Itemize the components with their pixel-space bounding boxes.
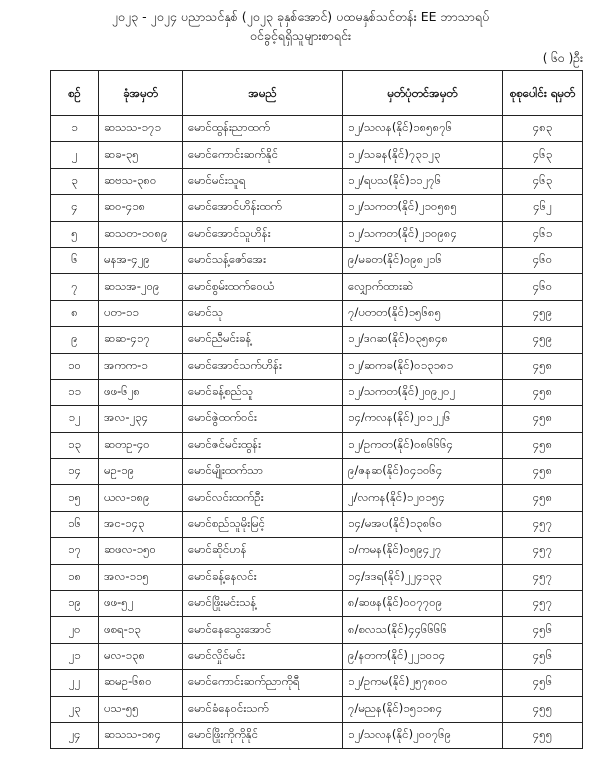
cell-total-marks: ၄၆၀ — [503, 247, 583, 273]
cell-no: ၉ — [51, 327, 99, 353]
cell-nrc: ၁၄/မအပ(နိုင်)၁၃၈၆၀ — [343, 511, 503, 537]
student-count: ( ၆၀ )ဦး — [542, 51, 583, 65]
table-row — [51, 221, 583, 247]
cell-no: ၂၂ — [51, 670, 99, 696]
table-row — [51, 432, 583, 458]
table-row — [51, 722, 583, 748]
table-row — [51, 670, 583, 696]
cell-name: မောင်ကောင်းဆက်နိုင် — [183, 142, 343, 168]
cell-no: ၄ — [51, 195, 99, 221]
cell-total-marks: ၄၆၀ — [503, 274, 583, 300]
cell-seat-number: ပတ-၁၁ — [99, 300, 183, 326]
cell-total-marks: ၄၅၇ — [503, 511, 583, 537]
cell-name: မောင်ကောင်းဆက်ညာကိုရီ — [183, 670, 343, 696]
cell-no: ၁၇ — [51, 538, 99, 564]
cell-seat-number: အလ-၂၃၄ — [99, 406, 183, 432]
cell-name: မောင်နေသွေးအောင် — [183, 617, 343, 643]
cell-nrc: ၁/ကမန(နိုင်)၀၅၉၄၂၇ — [343, 538, 503, 564]
cell-seat-number: မလ-၁၃၈ — [99, 643, 183, 669]
cell-nrc: ၁၂/သလန(နိုင်)၁၈၅၈၇၆ — [343, 116, 503, 142]
cell-nrc: ၁၄/ကလန(နိုင်)၂၀၁၂၂၆ — [343, 406, 503, 432]
cell-name: မောင်သု — [183, 300, 343, 326]
table-row — [51, 643, 583, 669]
cell-name: မောင်ဖြိုးမင်းသန့် — [183, 591, 343, 617]
cell-no: ၁၀ — [51, 353, 99, 379]
cell-name: မောင်ခန့်စည်သူ — [183, 379, 343, 405]
cell-nrc: ၁၂/ဒဂဆ(နိုင်)၀၃၅၈၄၈ — [343, 327, 503, 353]
cell-total-marks: ၄၅၆ — [503, 617, 583, 643]
cell-nrc: ၉/မခတ(နိုင်)၀၉၈၂၁၆ — [343, 247, 503, 273]
cell-nrc: ၁၂/သခန(နိုင်)၇၃၁၂၃ — [343, 142, 503, 168]
cell-seat-number: ဖဖ-၆၂၈ — [99, 379, 183, 405]
table-row — [51, 696, 583, 722]
cell-name: မောင်လင်းထက်ဦး — [183, 485, 343, 511]
column-header-no: စဉ် — [51, 71, 99, 116]
cell-seat-number: ဖဖ-၅၂ — [99, 591, 183, 617]
cell-total-marks: ၄၆၂ — [503, 195, 583, 221]
cell-total-marks: ၄၅၇ — [503, 538, 583, 564]
cell-total-marks: ၄၅၈ — [503, 406, 583, 432]
table-row — [51, 591, 583, 617]
cell-no: ၁၉ — [51, 591, 99, 617]
cell-total-marks: ၄၅၅ — [503, 696, 583, 722]
cell-seat-number: ပသ-၅၅ — [99, 696, 183, 722]
cell-seat-number: ဆတဥ-၄၀ — [99, 432, 183, 458]
cell-name: မောင်စည်သူမိုးမြင့် — [183, 511, 343, 537]
cell-total-marks: ၄၅၉ — [503, 300, 583, 326]
cell-total-marks: ၄၅၇ — [503, 591, 583, 617]
cell-nrc: ၁၂/သကတ(နိုင်)၂၁၀၉၈၄ — [343, 221, 503, 247]
column-header-name: အမည် — [183, 71, 343, 116]
cell-seat-number: ဆသသ-၁၇၁ — [99, 116, 183, 142]
table-row — [51, 142, 583, 168]
cell-nrc: ၁၂/ဥကမ(နိုင်)၂၅၇၈၀၀ — [343, 670, 503, 696]
table-row — [51, 564, 583, 590]
cell-total-marks: ၄၅၈ — [503, 485, 583, 511]
cell-seat-number: ယလ-၁၈၉ — [99, 485, 183, 511]
cell-name: မောင်ညီမင်းခန့် — [183, 327, 343, 353]
document-title: ၂၀၂၃ - ၂၀၂၄ ပညာသင်နှစ် (၂၀၂၃ ခုနှစ်အောင်) ပထမနှစ်သင်တန်း EE ဘာသာရပ် — [111, 9, 490, 24]
cell-seat-number: ဆဗသ-၃၈၀ — [99, 168, 183, 194]
cell-total-marks: ၄၅၈ — [503, 379, 583, 405]
cell-seat-number: ဆဆ-၄၁၇ — [99, 327, 183, 353]
cell-seat-number: အင-၁၄၃ — [99, 511, 183, 537]
table-row — [51, 617, 583, 643]
cell-seat-number: ဆသတ-၁၀၈၉ — [99, 221, 183, 247]
cell-seat-number: ဆမဥ-၆၈၀ — [99, 670, 183, 696]
table-row — [51, 300, 583, 326]
cell-total-marks: ၄၅၈ — [503, 432, 583, 458]
cell-no: ၁၆ — [51, 511, 99, 537]
cell-seat-number: အလ-၁၁၅ — [99, 564, 183, 590]
cell-nrc: ၁၂/သကတ(နိုင်)၂၁၀၅၈၅ — [343, 195, 503, 221]
cell-no: ၁၄ — [51, 459, 99, 485]
cell-no: ၁ — [51, 116, 99, 142]
cell-no: ၁၁ — [51, 379, 99, 405]
document-subtitle: ဝင်ခွင့်ရရှိသူများစာရင်း — [249, 28, 352, 43]
cell-no: ၁၈ — [51, 564, 99, 590]
cell-total-marks: ၄၅၇ — [503, 564, 583, 590]
cell-no: ၂၃ — [51, 696, 99, 722]
cell-name: မောင်သန့်ဇော်အေး — [183, 247, 343, 273]
table-row — [51, 327, 583, 353]
cell-no: ၈ — [51, 300, 99, 326]
cell-seat-number: မနအ-၄၂၉ — [99, 247, 183, 273]
cell-nrc: ၂/လကန(နိုင်)၁၂၀၁၅၄ — [343, 485, 503, 511]
table-row — [51, 247, 583, 273]
cell-seat-number: ဆဖလ-၁၅၀ — [99, 538, 183, 564]
table-row — [51, 274, 583, 300]
table-row — [51, 459, 583, 485]
cell-name: မောင်မျိုးထက်သာ — [183, 459, 343, 485]
cell-nrc: ၈/စလသ(နိုင်)၄၄၆၆၆၆ — [343, 617, 503, 643]
cell-name: မောင်စွမ်းထက်ဝေယံ — [183, 274, 343, 300]
cell-no: ၂၁ — [51, 643, 99, 669]
table-row — [51, 406, 583, 432]
cell-nrc: ၁၄/ဒဒရ(နိုင်)၂၂၄၁၃၃ — [343, 564, 503, 590]
cell-name: မောင်မင်းသူရ — [183, 168, 343, 194]
table-row — [51, 168, 583, 194]
cell-total-marks: ၄၆၃ — [503, 142, 583, 168]
cell-no: ၁၅ — [51, 485, 99, 511]
cell-no: ၁၂ — [51, 406, 99, 432]
cell-no: ၇ — [51, 274, 99, 300]
cell-name: မောင်အောင်ဟိန်းထက် — [183, 195, 343, 221]
cell-nrc: ၁၂/ရပသ(နိုင်)၁၁၂၇၆ — [343, 168, 503, 194]
cell-total-marks: ၄၈၃ — [503, 116, 583, 142]
table-row — [51, 538, 583, 564]
cell-nrc: ၁၂/ဆကခ(နိုင်)၀၁၃၁၈၁ — [343, 353, 503, 379]
cell-total-marks: ၄၅၅ — [503, 722, 583, 748]
cell-name: မောင်ထွန်းညာထက် — [183, 116, 343, 142]
cell-seat-number: ဆသအ-၂၀၉ — [99, 274, 183, 300]
cell-name: မောင်ခန့်နေလင်း — [183, 564, 343, 590]
table-header-row — [51, 71, 583, 116]
cell-total-marks: ၄၅၈ — [503, 353, 583, 379]
cell-no: ၅ — [51, 221, 99, 247]
table-row — [51, 353, 583, 379]
table-row — [51, 511, 583, 537]
table-row — [51, 485, 583, 511]
cell-nrc: ၁၂/သကတ(နိုင်)၂၀၉၂၀၂ — [343, 379, 503, 405]
cell-name: မောင်ဇွဲထက်ဝင်း — [183, 406, 343, 432]
cell-total-marks: ၄၅၆ — [503, 643, 583, 669]
cell-no: ၂၀ — [51, 617, 99, 643]
cell-name: မောင်အောင်သက်ဟိန်း — [183, 353, 343, 379]
cell-no: ၆ — [51, 247, 99, 273]
column-header-nrc: မှတ်ပုံတင်အမှတ် — [343, 71, 503, 116]
cell-nrc: ၉/ဇနဆ(နိုင်)၀၄၁၀၆၄ — [343, 459, 503, 485]
cell-total-marks: ၄၅၆ — [503, 670, 583, 696]
cell-name: မောင်ခံနေဝင်းသက် — [183, 696, 343, 722]
cell-total-marks: ၄၅၈ — [503, 459, 583, 485]
cell-nrc: ၁၂/ဥကတ(နိုင်)၀၈၆၆၆၄ — [343, 432, 503, 458]
cell-nrc: ၁၂/သလန(နိုင်)၂၀၀၇၆၉ — [343, 722, 503, 748]
table-row — [51, 116, 583, 142]
cell-nrc: လျှောက်ထားဆဲ — [343, 274, 503, 300]
cell-no: ၂ — [51, 142, 99, 168]
column-header-total: စုစုပေါင်း ရမှတ် — [503, 71, 583, 116]
cell-no: ၂၄ — [51, 722, 99, 748]
cell-name: မောင်ဖြိုးကိုကိုနိုင် — [183, 722, 343, 748]
table-row — [51, 195, 583, 221]
cell-nrc: ၇/မညန(နိုင်)၁၅၁၁၈၄ — [343, 696, 503, 722]
cell-nrc: ၇/ပတတ(နိုင်)၁၅၆၈၅ — [343, 300, 503, 326]
cell-total-marks: ၄၅၉ — [503, 327, 583, 353]
cell-nrc: ၉/နတက(နိုင်)၂၂၁၀၁၄ — [343, 643, 503, 669]
cell-seat-number: ဆဝ-၄၁၈ — [99, 195, 183, 221]
cell-seat-number: အကက-၁ — [99, 353, 183, 379]
cell-total-marks: ၄၆၁ — [503, 221, 583, 247]
cell-name: မောင်ဆိုင်ဟန် — [183, 538, 343, 564]
cell-nrc: ၈/ဆဖန(နိုင်)၀၀၇၇၀၉ — [343, 591, 503, 617]
cell-no: ၁၃ — [51, 432, 99, 458]
cell-total-marks: ၄၆၃ — [503, 168, 583, 194]
cell-no: ၃ — [51, 168, 99, 194]
admission-table — [50, 70, 583, 749]
table-row — [51, 379, 583, 405]
cell-seat-number: ဆခ-၃၅ — [99, 142, 183, 168]
cell-name: မောင်အောင်သူဟိန်း — [183, 221, 343, 247]
cell-seat-number: မဥ-၁၉ — [99, 459, 183, 485]
column-header-seat: ခုံအမှတ် — [99, 71, 183, 116]
cell-seat-number: ဖစရ-၁၃ — [99, 617, 183, 643]
cell-name: မောင်လှိုင်မင်း — [183, 643, 343, 669]
cell-seat-number: ဆသသ-၁၈၄ — [99, 722, 183, 748]
cell-name: မောင်ဇင်မင်းထွန်း — [183, 432, 343, 458]
